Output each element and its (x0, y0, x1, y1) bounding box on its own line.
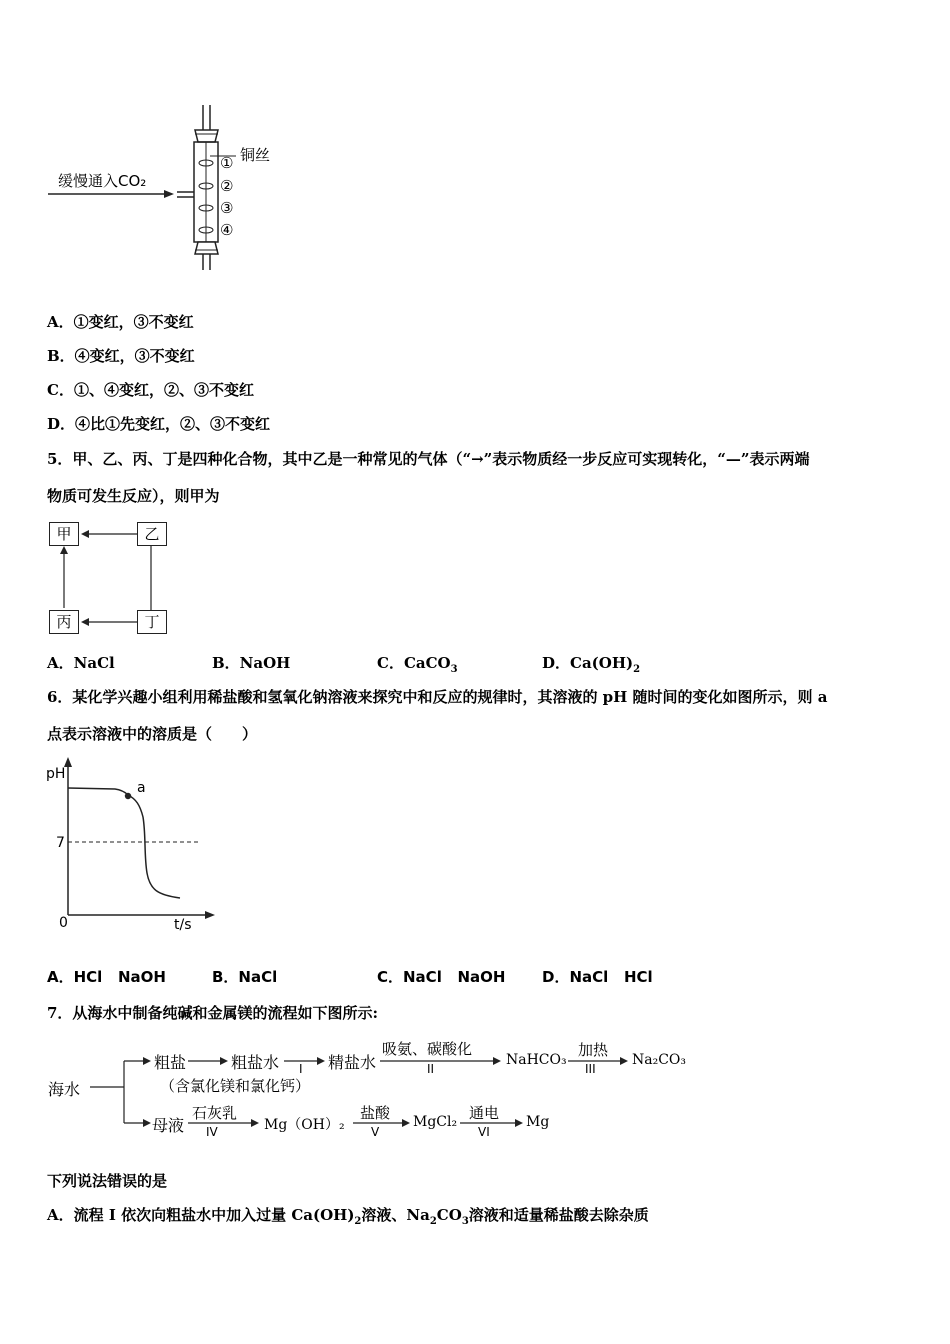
q4-option-a: A．①变红，③不变红 (47, 313, 194, 331)
q6-option-a: A．HCl NaOH (47, 968, 166, 986)
flow-step-4-reagent: 石灰乳 (192, 1104, 238, 1122)
flow-na2co3: Na₂CO₃ (632, 1052, 687, 1068)
flow-step-2: II (427, 1062, 435, 1076)
point-a (125, 793, 131, 799)
flow-step-6-reagent: 通电 (469, 1104, 500, 1122)
q5-stem-line2: 物质可发生反应），则甲为 (47, 487, 220, 505)
ref-tick-label: 7 (56, 835, 65, 851)
node-bing: 丙 (49, 610, 79, 634)
flow-mgcl2: MgCl₂ (413, 1114, 458, 1130)
flow-impurity-note: （含氯化镁和氯化钙） (160, 1077, 311, 1095)
flow-step-2-reagent: 吸氨、碳酸化 (382, 1040, 473, 1058)
q6-stem-line2: 点表示溶液中的溶质是（ ） (47, 725, 258, 743)
flow-crude-brine: 粗盐水 (231, 1053, 280, 1072)
q5-option-d-text: D．Ca(OH) (542, 654, 634, 672)
flow-step-5-reagent: 盐酸 (360, 1104, 391, 1122)
q7-option-a (47, 1204, 649, 1227)
node-yi: 乙 (137, 522, 167, 546)
q6-ph-chart (40, 755, 230, 940)
q4-option-d: D．④比①先变红，②、③不变红 (47, 415, 271, 433)
position-2: ② (220, 177, 234, 195)
node-jia: 甲 (49, 522, 79, 546)
q5-stem-line1: 5．甲、乙、丙、丁是四种化合物，其中乙是一种常见的气体（“→”表示物质经一步反应可实现转化，“—”表示两端 (47, 450, 810, 468)
copper-wire-label: 铜丝 (240, 146, 271, 164)
q5-option-c-sub: 3 (450, 664, 458, 675)
q7-option-a-sub1: 2 (354, 1216, 362, 1227)
q5-option-d-sub: 2 (633, 664, 641, 675)
q7-option-a-part4: 溶液和适量稀盐酸去除杂质 (468, 1206, 649, 1224)
flow-mg: Mg (526, 1114, 550, 1130)
flow-step-1: I (299, 1062, 303, 1076)
q7-option-a-sub2: 2 (429, 1216, 437, 1227)
apparatus-figure (40, 100, 300, 280)
q5-option-c (377, 652, 458, 675)
q7-option-a-part1: A．流程 I 依次向粗盐水中加入过量 Ca(OH) (47, 1206, 355, 1224)
q6-stem-line1: 6．某化学兴趣小组利用稀盐酸和氢氧化钠溶液来探究中和反应的规律时，其溶液的 pH 随时间的变化如图所示，则 a (47, 688, 828, 706)
q6-ph-curve (40, 755, 230, 940)
flow-step-5: V (371, 1125, 380, 1139)
q7-sub-stem: 下列说法错误的是 (47, 1172, 168, 1190)
q7-option-a-sub3: 3 (461, 1216, 469, 1227)
co2-label: 缓慢通入CO₂ (58, 172, 147, 190)
q7-stem-line1: 7．从海水中制备纯碱和金属镁的流程如下图所示: (47, 1004, 378, 1022)
node-ding: 丁 (137, 610, 167, 634)
position-1: ① (220, 154, 234, 172)
origin-label: 0 (59, 915, 68, 931)
q6-option-c: C．NaCl NaOH (377, 968, 506, 986)
q6-option-d: D．NaCl HCl (542, 968, 653, 986)
q7-option-a-part3: CO (436, 1206, 462, 1224)
flow-crude-salt: 粗盐 (154, 1053, 187, 1072)
ph-axis-label: pH (46, 766, 66, 782)
flow-mgoh2: Mg（OH）₂ (264, 1117, 345, 1133)
q4-option-c: C．①、④变红，②、③不变红 (47, 381, 254, 399)
flow-seawater: 海水 (48, 1080, 81, 1099)
flow-step-3: III (585, 1062, 596, 1076)
q5-option-a: A．NaCl (47, 654, 115, 672)
q5-option-b: B．NaOH (212, 654, 291, 672)
position-4: ④ (220, 221, 234, 239)
flow-step-3-reagent: 加热 (578, 1041, 609, 1059)
q4-option-b: B．④变红，③不变红 (47, 347, 195, 365)
time-axis-label: t/s (174, 917, 192, 933)
flow-mother-liquor: 母液 (152, 1116, 185, 1135)
position-3: ③ (220, 199, 234, 217)
flow-step-6: VI (478, 1125, 490, 1139)
point-a-label: a (137, 780, 146, 796)
ph-curve-line (68, 788, 180, 898)
q7-flowchart (40, 1035, 730, 1150)
q5-option-c-text: C．CaCO (377, 654, 451, 672)
q5-option-d (542, 652, 640, 675)
q5-relation-diagram (40, 515, 180, 640)
q7-option-a-part2: 溶液、Na (361, 1206, 430, 1224)
flow-step-4: IV (206, 1125, 218, 1139)
q6-option-b: B．NaCl (212, 968, 278, 986)
flow-nahco3: NaHCO₃ (506, 1052, 567, 1068)
flow-refined-brine: 精盐水 (328, 1053, 377, 1072)
